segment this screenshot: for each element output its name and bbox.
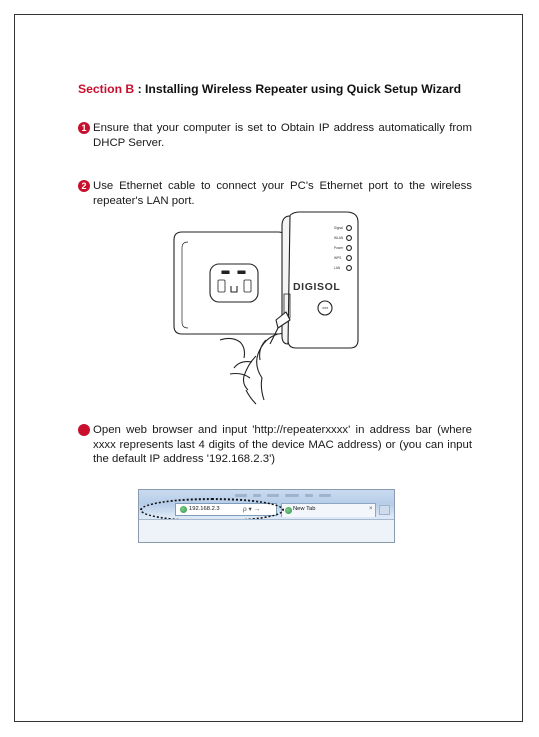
menu-item bbox=[235, 494, 247, 497]
led-label: Power bbox=[334, 246, 344, 251]
step-2 bbox=[78, 179, 472, 208]
menu-item bbox=[305, 494, 313, 497]
step-text: Use Ethernet cable to connect your PC's Ethernet port to the wireless repeater's LAN port. bbox=[93, 180, 472, 207]
menu-item bbox=[285, 494, 299, 497]
step-1 bbox=[78, 121, 472, 150]
brand-logo: DIGISOL bbox=[293, 281, 341, 293]
step-number-badge: 2 bbox=[78, 180, 90, 192]
address-bar-controls[interactable]: ρ ▾ → bbox=[243, 506, 261, 513]
wps-button-label: WPS bbox=[322, 307, 329, 310]
step-text: Ensure that your computer is set to Obtain IP address automatically from DHCP Server. bbox=[93, 122, 472, 149]
led-label: Signal bbox=[334, 226, 343, 231]
step-bullet bbox=[78, 424, 90, 436]
tab-close-icon[interactable]: × bbox=[369, 506, 373, 512]
section-label: Section B bbox=[78, 82, 135, 96]
browser-content-area bbox=[139, 519, 395, 543]
step-3 bbox=[78, 423, 472, 467]
address-text[interactable]: 192.168.2.3 bbox=[189, 506, 220, 512]
step-text: Open web browser and input 'http://repeaterxxxx' in address bar (where xxxx represents last 4 digits of the device MAC address) or (you can input the default IP address '192.168.2.3') bbox=[93, 424, 472, 465]
tab-page-icon bbox=[285, 507, 292, 514]
menu-item bbox=[253, 494, 261, 497]
led-label: WLAN bbox=[334, 236, 344, 241]
new-tab-button[interactable] bbox=[379, 505, 390, 515]
section-heading bbox=[78, 82, 461, 96]
menu-item bbox=[267, 494, 279, 497]
step-number-badge: 1 bbox=[78, 122, 90, 134]
menu-item bbox=[319, 494, 331, 497]
led-label: LAN bbox=[334, 266, 341, 271]
section-title-text: : Installing Wireless Repeater using Quick Setup Wizard bbox=[134, 82, 462, 96]
tab-label[interactable]: New Tab bbox=[293, 506, 316, 512]
led-label: WPS bbox=[334, 256, 342, 261]
repeater-plugged-in-illustration bbox=[160, 208, 385, 408]
browser-screenshot bbox=[138, 489, 395, 543]
